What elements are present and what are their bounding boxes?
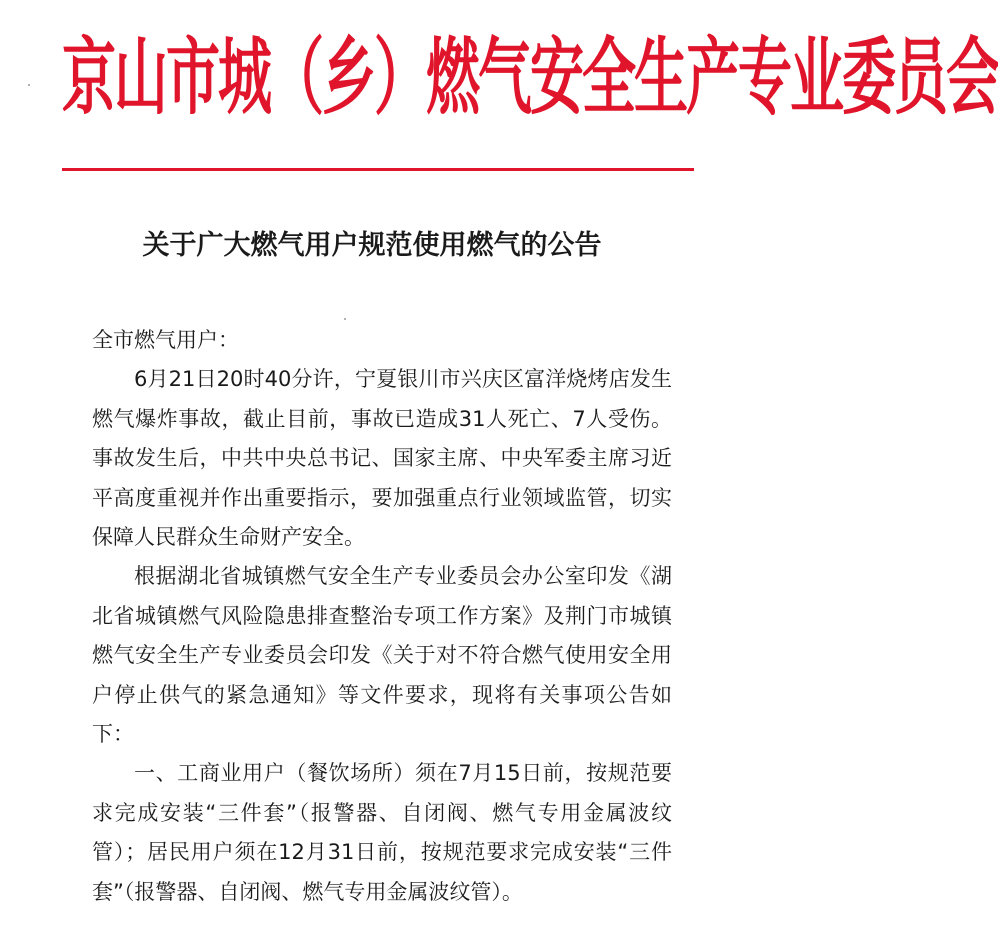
scan-speck <box>28 84 30 86</box>
notice-body <box>92 321 672 912</box>
letterhead-red-rule <box>62 168 694 171</box>
issuer-letterhead: 京山市城（乡）燃气安全生产专业委员会 <box>62 28 998 127</box>
paragraph-incident: 6月21日20时40分许，宁夏银川市兴庆区富洋烧烤店发生燃气爆炸事故，截止目前，事故已造成31人死亡、7人受伤。事故发生后，中共中央总书记、国家主席、中央军委主席习近平高度重视并作出重要指示，要加强重点行业领域监管，切实保障人民群众生命财产安全。 <box>92 367 672 550</box>
salutation: 全市燃气用户： <box>92 328 239 352</box>
paragraph-item-one: 一、工商业用户（餐饮场所）须在7月15日前，按规范要求完成安装“三件套”（报警器、自闭阀、燃气专用金属波纹管）；居民用户须在12月31日前，按规范要求完成安装“三件套”（报警器、自闭阀、燃气专用金属波纹管）。 <box>92 761 672 904</box>
paragraph-basis: 根据湖北省城镇燃气安全生产专业委员会办公室印发《湖北省城镇燃气风险隐患排查整治专项工作方案》及荆门市城镇燃气安全生产专业委员会印发《关于对不符合燃气使用安全用户停止供气的紧急通知》等文件要求，现将有关事项公告如下： <box>92 564 672 747</box>
notice-title: 关于广大燃气用户规范使用燃气的公告 <box>142 230 602 261</box>
scan-speck <box>344 318 346 320</box>
